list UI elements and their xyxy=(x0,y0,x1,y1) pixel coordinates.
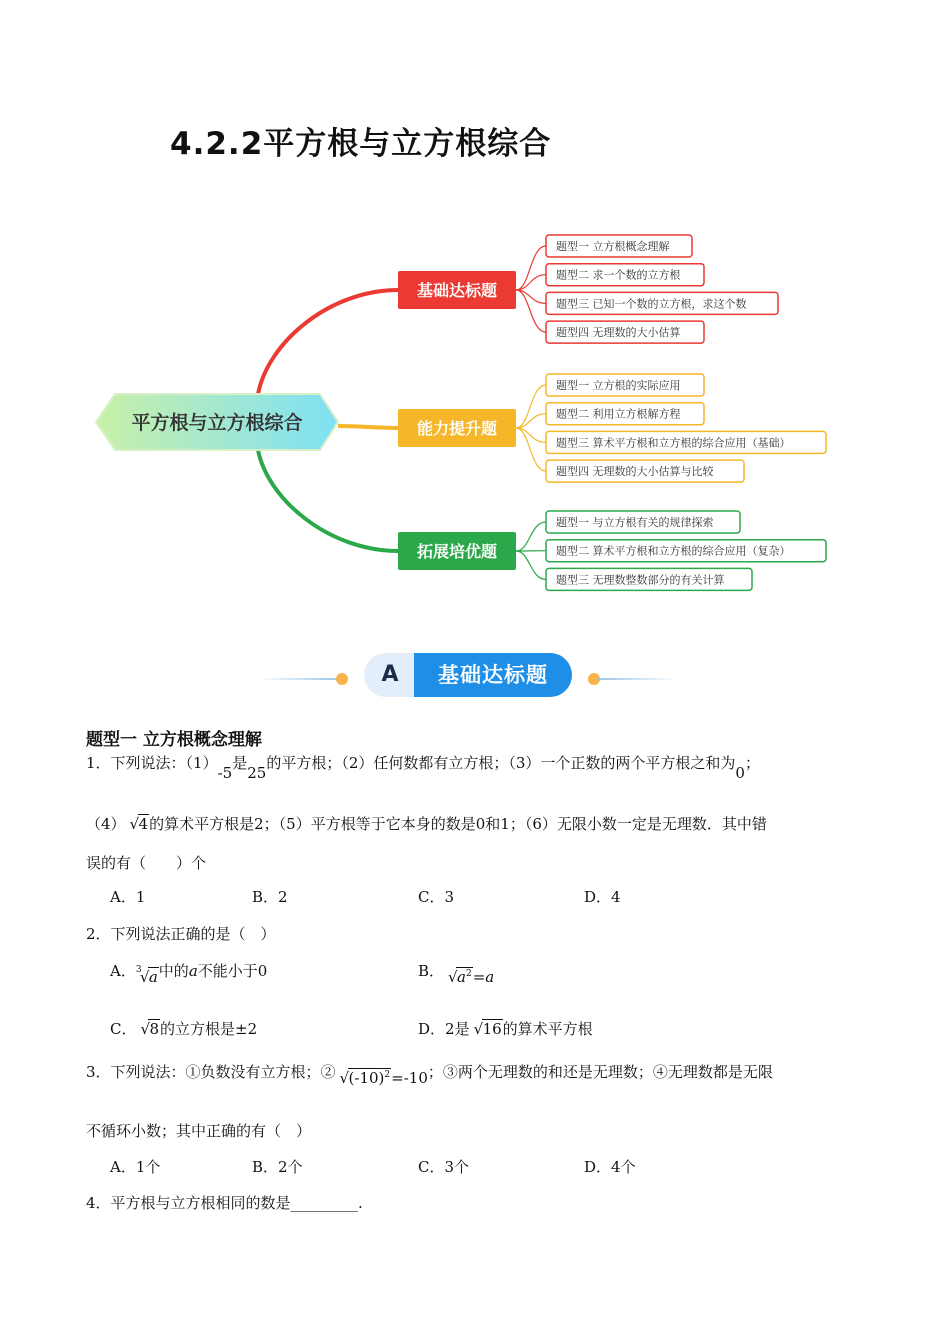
sqrt-4: √ 4 xyxy=(129,815,149,833)
q2-option-d[interactable]: D．2是 √ 16的算术平方根 xyxy=(418,1020,593,1038)
mindmap-branch-label: 拓展培优题 xyxy=(416,542,498,561)
mindmap-item-connector xyxy=(516,428,546,471)
mindmap-item-label: 题型二 利用立方根解方程 xyxy=(556,407,681,421)
mindmap-item-label: 题型二 算术平方根和立方根的综合应用（复杂） xyxy=(556,544,791,558)
q1-option-b[interactable]: B．2 xyxy=(252,888,288,906)
mindmap-branch-curve xyxy=(258,450,398,551)
banner-line-right xyxy=(598,678,678,680)
q1-line1: 1．下列说法：（1）-5是25的平方根；（2）任何数都有立方根；（3）一个正数的两个平方根之和为0； xyxy=(86,754,760,782)
mindmap-item-label: 题型一 立方根概念理解 xyxy=(556,240,670,253)
mind-map xyxy=(0,220,950,620)
sqrt-16: √ 16 xyxy=(473,1020,502,1038)
mindmap-item xyxy=(546,235,692,257)
banner-letter: A xyxy=(364,653,416,697)
mindmap-item-label: 题型三 算术平方根和立方根的综合应用（基础） xyxy=(556,436,791,450)
mindmap-item-label: 题型三 无理数整数部分的有关计算 xyxy=(556,573,725,587)
q3-option-a[interactable]: A．1个 xyxy=(110,1158,161,1176)
q1-option-c[interactable]: C．3 xyxy=(418,888,455,906)
q3-line2: 不循环小数；其中正确的有（ ） xyxy=(86,1122,312,1140)
mindmap-item xyxy=(546,540,826,562)
banner-dot-left xyxy=(336,673,348,685)
mindmap-branch xyxy=(398,271,516,309)
q1-option-d[interactable]: D．4 xyxy=(584,888,621,906)
mindmap-branch-label: 能力提升题 xyxy=(416,419,498,438)
mindmap-item xyxy=(546,568,752,590)
mindmap-item xyxy=(546,374,704,396)
mindmap-branch xyxy=(398,409,516,447)
q3-line1: 3．下列说法：①负数没有立方根；② √ $(-10)^2=-10$；③两个无理数的和还是无理数；④无理数都是无限 xyxy=(86,1063,773,1087)
mindmap-root xyxy=(96,394,338,450)
q3-option-d[interactable]: D．4个 xyxy=(584,1158,636,1176)
q1-option-a[interactable]: A．1 xyxy=(110,888,146,906)
banner-line-left xyxy=(258,678,338,680)
mindmap-item-connector xyxy=(516,385,546,428)
mindmap-item-label: 题型四 无理数的大小估算与比较 xyxy=(556,465,714,479)
section-banner xyxy=(258,650,678,700)
q4-answer-blank[interactable]: _________ xyxy=(290,1194,359,1212)
q4-line: 4．平方根与立方根相同的数是_________. xyxy=(86,1194,363,1212)
q2-option-c[interactable]: C． √ 8的立方根是±2 xyxy=(110,1020,258,1038)
mindmap-item-label: 题型二 求一个数的立方根 xyxy=(556,268,681,282)
mindmap-branch-label: 基础达标题 xyxy=(416,281,498,300)
mindmap-item-label: 题型四 无理数的大小估算 xyxy=(556,326,681,340)
mindmap-item-label: 题型一 立方根的实际应用 xyxy=(556,379,681,392)
mindmap-item xyxy=(546,460,744,482)
mindmap-branch-curve xyxy=(338,426,398,428)
mindmap-root-label: 平方根与立方根综合 xyxy=(131,412,303,434)
q1-line3: 误的有（ ）个 xyxy=(86,854,207,872)
mindmap-branch-curve xyxy=(258,290,398,394)
mindmap-item xyxy=(546,321,704,343)
mindmap-item-label: 题型三 已知一个数的立方根，求这个数 xyxy=(556,297,747,311)
cbrt-a: 3 √ a xyxy=(135,965,158,986)
sqrt-8: √ 8 xyxy=(140,1020,160,1038)
sqrt-neg10-squared: √ $(-10)^2$ xyxy=(339,1069,391,1087)
page-title: 4.2.2平方根与立方根综合 xyxy=(170,126,552,162)
mindmap-item-label: 题型一 与立方根有关的规律探索 xyxy=(556,516,714,529)
mindmap-item-connector xyxy=(516,290,546,332)
mindmap-item-connector xyxy=(516,246,546,290)
mindmap-item xyxy=(546,511,740,533)
mindmap-item-connector xyxy=(516,551,546,579)
q2-option-b[interactable]: B． √ $a^2=a$ xyxy=(418,962,495,986)
mindmap-item xyxy=(546,292,778,314)
q2-stem: 2．下列说法正确的是（ ） xyxy=(86,925,276,943)
mindmap-item xyxy=(546,403,704,425)
q3-option-c[interactable]: C．3个 xyxy=(418,1158,470,1176)
q3-option-b[interactable]: B．2个 xyxy=(252,1158,303,1176)
q1-line2: （4） √ 4的算术平方根是2；（5）平方根等于它本身的数是0和1；（6）无限小数一定是无理数．其中错 xyxy=(86,815,767,833)
mindmap-branch xyxy=(398,532,516,570)
section-heading: 题型一 立方根概念理解 xyxy=(86,730,262,750)
mindmap-item xyxy=(546,431,826,453)
mindmap-item-connector xyxy=(516,522,546,551)
banner-label: 基础达标题 xyxy=(414,653,572,697)
sqrt-a-squared: √ $a^2$ xyxy=(448,968,472,986)
q2-option-a[interactable]: A． 3 √ a中的a不能小于0 xyxy=(110,962,268,986)
mindmap-item xyxy=(546,264,704,286)
